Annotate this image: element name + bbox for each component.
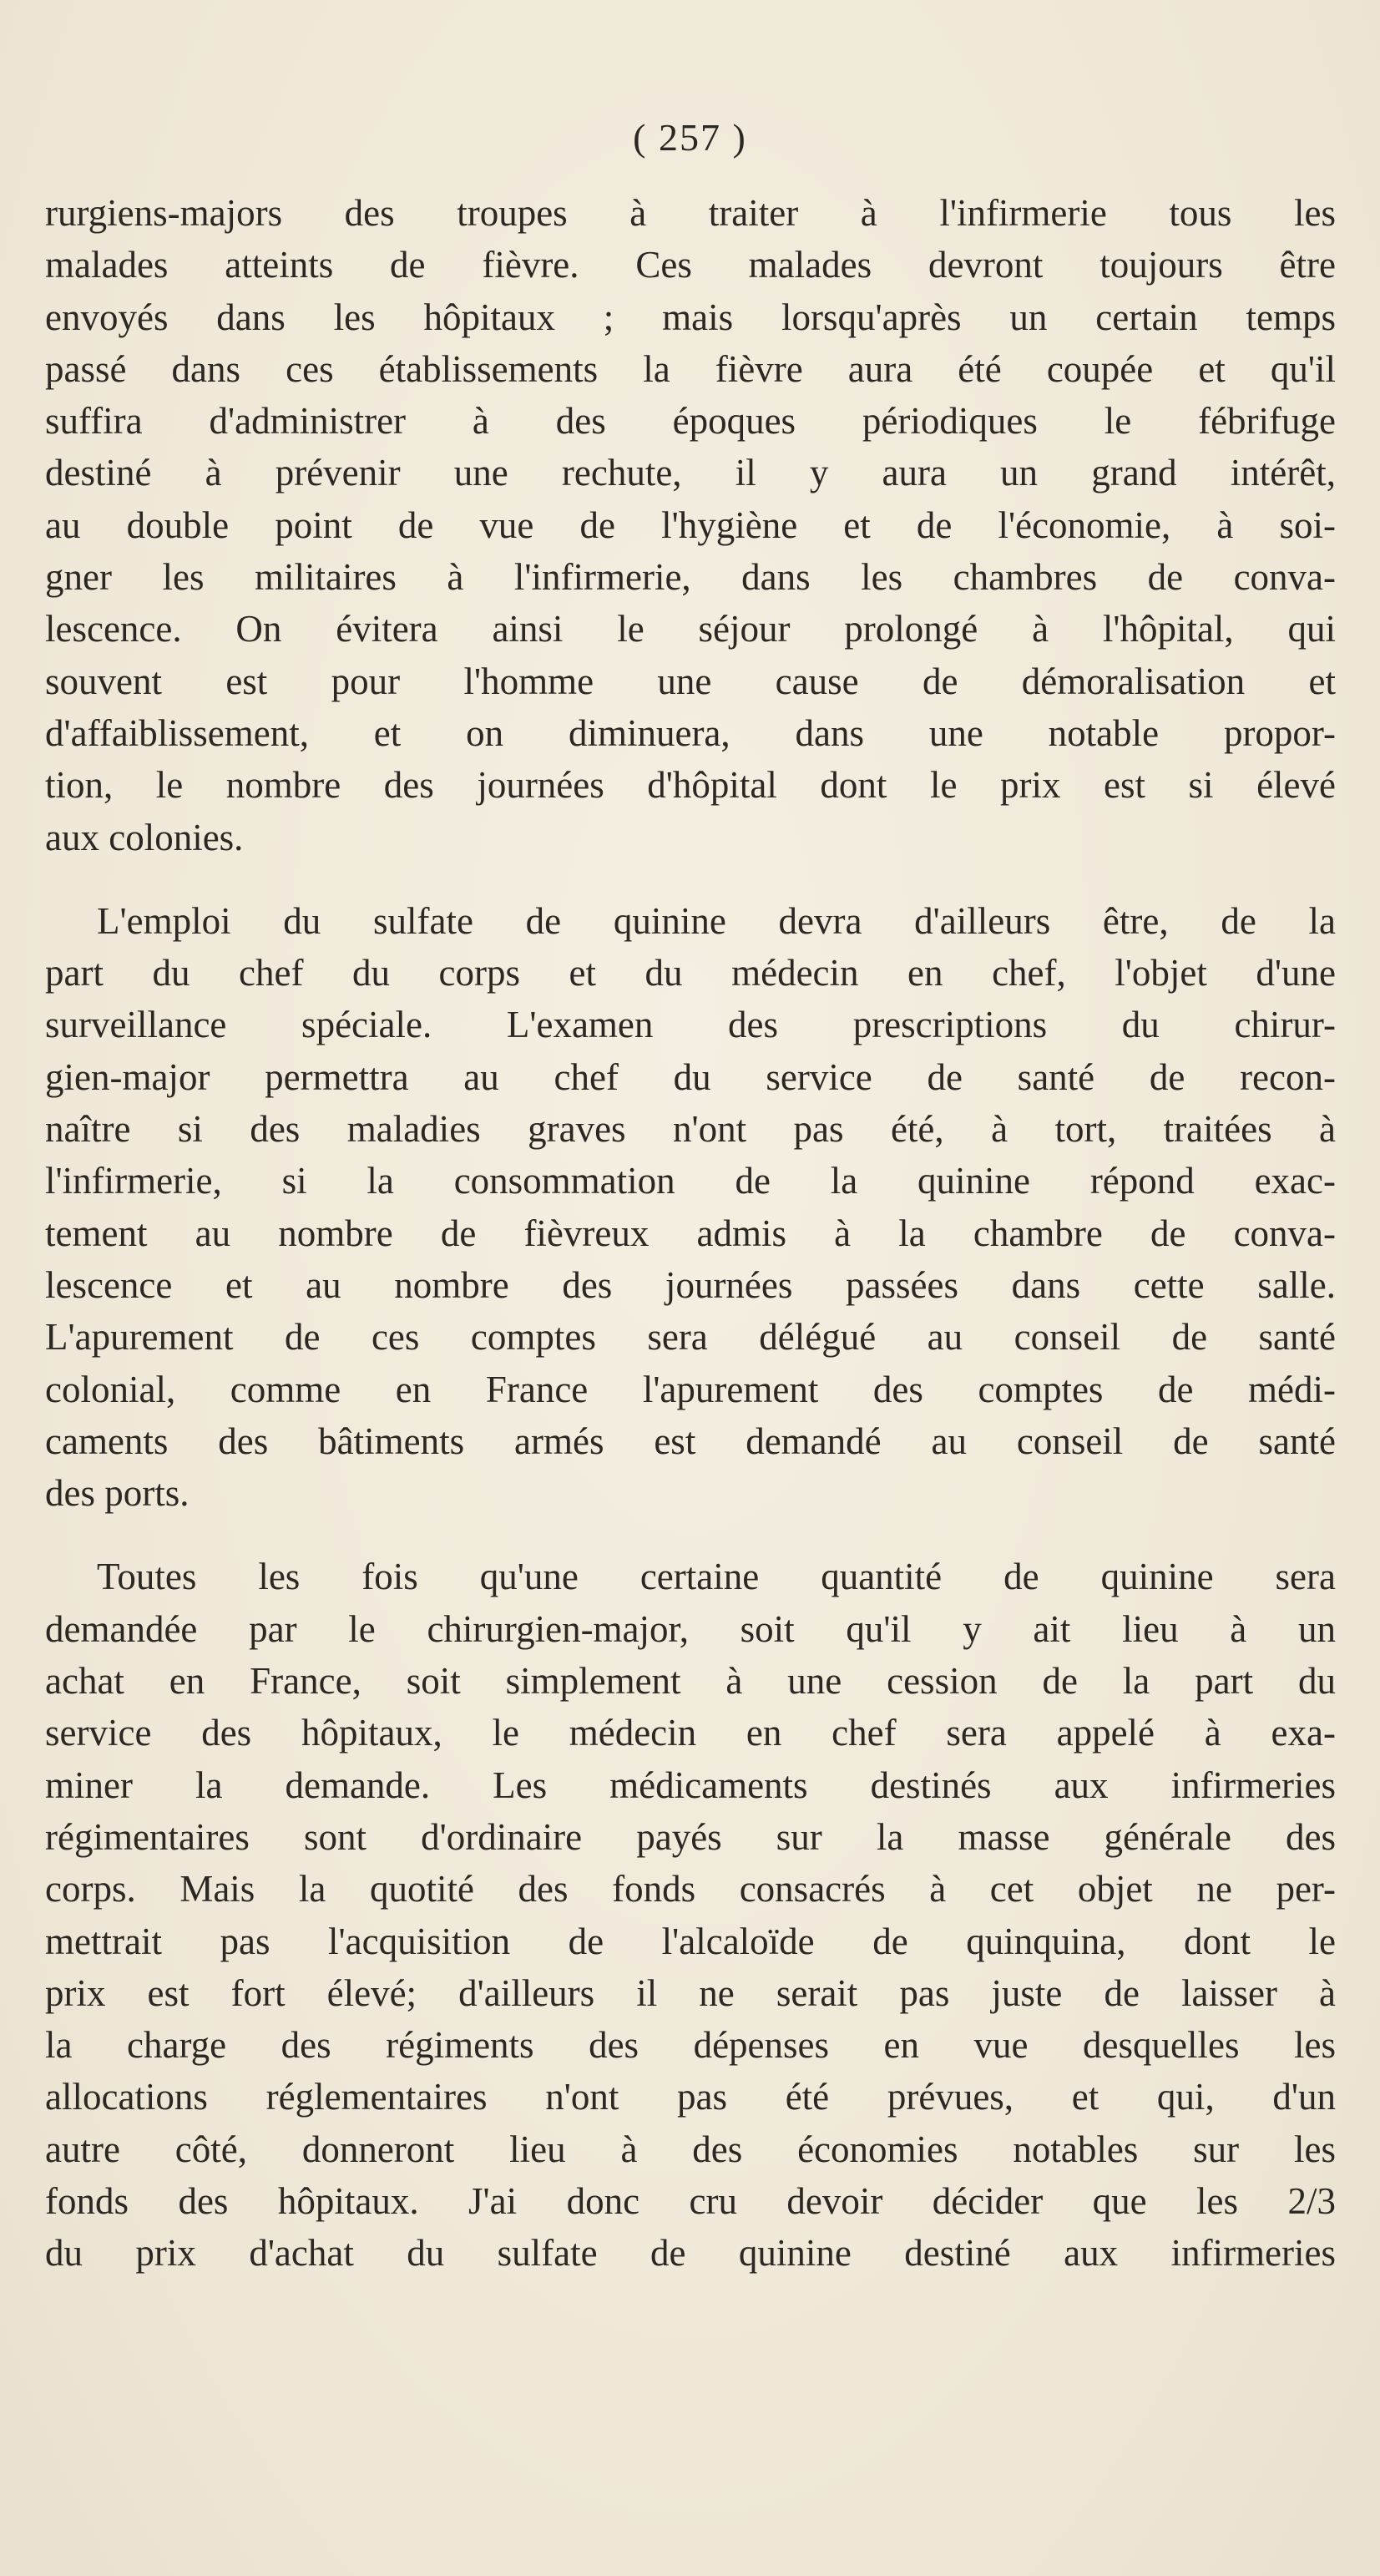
text-line: service des hôpitaux, le médecin en chef sera appelé à exa- [45, 1712, 1336, 1754]
text-line: du prix d'achat du sulfate de quinine destiné aux infirmeries [45, 2232, 1336, 2275]
text-line: achat en France, soit simplement à une cession de la part du [45, 1660, 1336, 1703]
text-line: la charge des régiments des dépenses en vue desquelles les [45, 2024, 1336, 2067]
text-line: malades atteints de fièvre. Ces malades devront toujours être [45, 244, 1336, 286]
paragraph-3 [45, 1551, 1336, 2279]
text-line: lescence et au nombre des journées passées dans cette salle. [45, 1263, 1336, 1306]
text-line: tion, le nombre des journées d'hôpital dont le prix est si élevé [45, 764, 1336, 807]
page-number: ( 257 ) [633, 116, 747, 159]
text-line: autre côté, donneront lieu à des économies notables sur les [45, 2128, 1336, 2170]
paragraph-2 [45, 895, 1336, 1520]
text-line: des ports. [45, 1472, 190, 1515]
text-line: miner la demande. Les médicaments destinés aux infirmeries [45, 1764, 1336, 1806]
text-line: lescence. On évitera ainsi le séjour prolongé à l'hôpital, qui [45, 608, 1336, 650]
text-line: tement au nombre de fièvreux admis à la chambre de conva- [45, 1212, 1336, 1254]
text-line: corps. Mais la quotité des fonds consacrés à cet objet ne per- [45, 1868, 1336, 1910]
text-line: Toutes les fois qu'une certaine quantité de quinine sera [97, 1556, 1336, 1598]
text-line: l'infirmerie, si la consommation de la quinine répond exac- [45, 1160, 1336, 1202]
text-line: surveillance spéciale. L'examen des prescriptions du chirur- [45, 1004, 1336, 1046]
text-line: rurgiens-majors des troupes à traiter à l'infirmerie tous les [45, 192, 1336, 234]
text-line: allocations réglementaires n'ont pas été prévues, et qui, d'un [45, 2076, 1336, 2118]
text-line: gner les militaires à l'infirmerie, dans les chambres de conva- [45, 556, 1336, 599]
text-line: gien-major permettra au chef du service de santé de recon- [45, 1055, 1336, 1098]
text-line: naître si des maladies graves n'ont pas été, à tort, traitées à [45, 1108, 1336, 1151]
text-line: L'emploi du sulfate de quinine devra d'ailleurs être, de la [97, 899, 1336, 942]
paragraph-1 [45, 187, 1336, 863]
text-line: mettrait pas l'acquisition de l'alcaloïde de quinquina, dont le [45, 1920, 1336, 1962]
text-line: fonds des hôpitaux. J'ai donc cru devoir décider que les 2/3 [45, 2179, 1336, 2222]
text-line: d'affaiblissement, et on diminuera, dans une notable propor- [45, 711, 1336, 754]
text-line: part du chef du corps et du médecin en chef, l'objet d'une [45, 952, 1336, 994]
text-line: prix est fort élevé; d'ailleurs il ne serait pas juste de laisser à [45, 1971, 1336, 2014]
text-line: au double point de vue de l'hygiène et de l'économie, à soi- [45, 504, 1336, 546]
text-line: passé dans ces établissements la fièvre aura été coupée et qu'il [45, 347, 1336, 390]
text-line: envoyés dans les hôpitaux ; mais lorsqu'après un certain temps [45, 296, 1336, 338]
text-line: régimentaires sont d'ordinaire payés sur la masse générale des [45, 1815, 1336, 1858]
text-line: aux colonies. [45, 816, 244, 858]
text-line: suffira d'administrer à des époques périodiques le fébrifuge [45, 400, 1336, 443]
text-line: colonial, comme en France l'apurement des comptes de médi- [45, 1368, 1336, 1410]
text-line: demandée par le chirurgien-major, soit qu'il y ait lieu à un [45, 1607, 1336, 1650]
text-line: L'apurement de ces comptes sera délégué au conseil de santé [45, 1316, 1336, 1359]
body-text [45, 187, 1336, 2280]
text-line: caments des bâtiments armés est demandé au conseil de santé [45, 1420, 1336, 1462]
text-line: destiné à prévenir une rechute, il y aura un grand intérêt, [45, 452, 1336, 494]
text-line: souvent est pour l'homme une cause de démoralisation et [45, 660, 1336, 702]
